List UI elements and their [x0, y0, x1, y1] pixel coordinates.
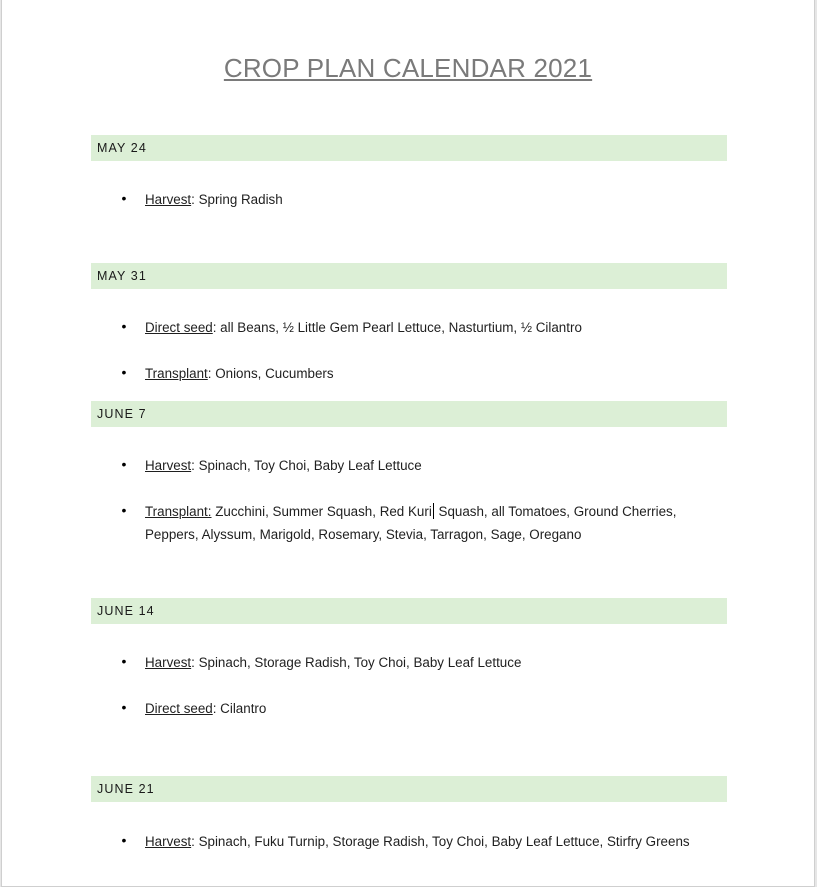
- page-title: CROP PLAN CALENDAR 2021: [223, 53, 593, 83]
- item-text: Zucchini, Summer Squash, Red Kuri: [211, 504, 432, 519]
- list-item[interactable]: [145, 454, 725, 477]
- list-item[interactable]: [145, 651, 725, 674]
- item-label: Direct seed: [145, 320, 213, 335]
- item-label: Harvest: [145, 834, 192, 849]
- bullet-icon: •: [121, 318, 127, 334]
- list-item[interactable]: [145, 500, 725, 546]
- bullet-icon: •: [121, 190, 127, 206]
- bullet-icon: •: [121, 456, 127, 472]
- item-text: : all Beans, ½ Little Gem Pearl Lettuce, Nasturtium, ½ Cilantro: [212, 320, 582, 335]
- list-item[interactable]: [145, 830, 745, 853]
- document-page[interactable]: [1, 0, 815, 887]
- bullet-icon: •: [121, 502, 127, 518]
- bullet-icon: •: [121, 653, 127, 669]
- item-text-continued: Squash, all Tomatoes, Ground Cherries, Peppers, Alyssum, Marigold, Rosemary, Stevia, Tarragon, Sage, Oregano: [145, 504, 677, 542]
- list-item[interactable]: [145, 697, 725, 720]
- bullet-icon: •: [121, 699, 127, 715]
- item-label: Transplant:: [145, 504, 212, 519]
- item-label: Transplant: [145, 366, 208, 381]
- item-text: : Onions, Cucumbers: [207, 366, 334, 381]
- section-heading-may-31: MAY 31: [91, 263, 727, 289]
- list-item[interactable]: [145, 188, 725, 211]
- item-text: : Spinach, Toy Choi, Baby Leaf Lettuce: [191, 458, 422, 473]
- section-heading-may-24: MAY 24: [91, 135, 727, 161]
- text-cursor: [433, 503, 434, 519]
- section-heading-june-7: JUNE 7: [91, 401, 727, 427]
- item-label: Harvest: [145, 655, 192, 670]
- bullet-icon: •: [121, 364, 127, 380]
- item-text: : Spring Radish: [191, 192, 283, 207]
- list-item[interactable]: [145, 316, 725, 339]
- list-item[interactable]: [145, 362, 725, 385]
- item-label: Harvest: [145, 458, 192, 473]
- item-label: Harvest: [145, 192, 192, 207]
- item-text: : Cilantro: [212, 701, 267, 716]
- bullet-icon: •: [121, 832, 127, 848]
- section-heading-june-21: JUNE 21: [91, 776, 727, 802]
- item-text: : Spinach, Fuku Turnip, Storage Radish, Toy Choi, Baby Leaf Lettuce, Stirfry Greens: [191, 834, 690, 849]
- item-text: : Spinach, Storage Radish, Toy Choi, Baby Leaf Lettuce: [191, 655, 522, 670]
- section-heading-june-14: JUNE 14: [91, 598, 727, 624]
- item-label: Direct seed: [145, 701, 213, 716]
